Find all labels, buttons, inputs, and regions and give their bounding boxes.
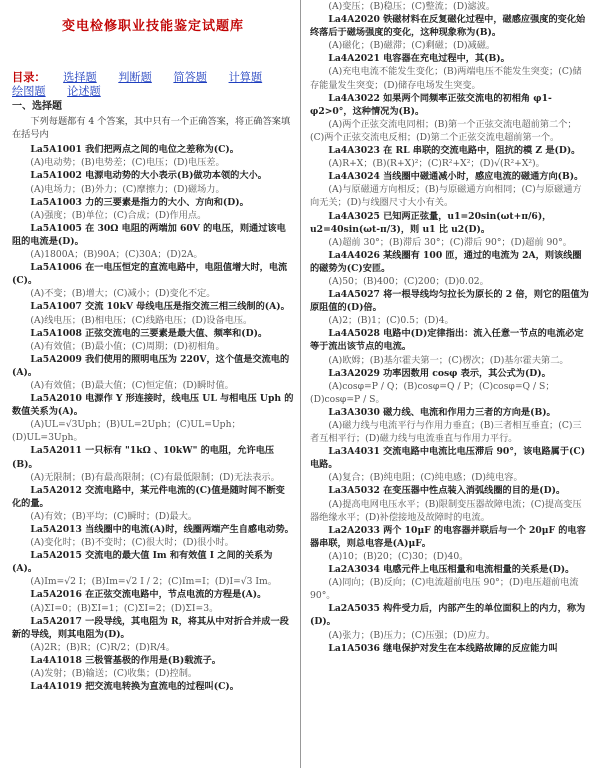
toc-link-choice[interactable]: 选择题 xyxy=(63,71,97,84)
answer-options: (A)2R；(B)R；(C)R/2；(D)R/4。 xyxy=(30,641,175,653)
question-stem: La4A2021 电容器在充电过程中，其(B)。 xyxy=(328,53,510,65)
answer-options: (A)发射；(B)输送；(C)收集；(D)控制。 xyxy=(30,668,198,680)
question-stem: La5A2017 一段导线，其电阻为 R，将其从中对折合并成一段新的导线，则其电阻为(D)。 xyxy=(12,615,289,640)
answer-options: (A)有效；(B)平均；(C)瞬时；(D)最大。 xyxy=(30,510,198,522)
answer-options: (A)与原磁通方向相反；(B)与原磁通方向相同；(C)与原磁通方向无关；(D)与线圈尺寸大小有关。 xyxy=(310,184,582,209)
answer-options: (A)同向；(B)反向；(C)电流超前电压 90°；(D)电压超前电流 90°。 xyxy=(310,577,579,602)
left-question-list xyxy=(12,143,294,693)
answer-options: (A)充电电流不能发生变化；(B)两端电压不能发生突变；(C)储存能量发生突变；(D)储存电场发生突变。 xyxy=(310,66,582,91)
question-stem: La5A2011 一只标有 "1kΩ 、10kW" 的电阻，允许电压(B)。 xyxy=(12,445,275,470)
question-stem: La5A2016 在正弦交流电路中，节点电流的方程是(A)。 xyxy=(30,589,267,601)
question-stem: La3A3030 磁力线、电流和作用力三者的方向是(B)。 xyxy=(328,406,556,418)
question-stem: La3A4031 交流电路中电流比电压滞后 90°，该电路属于(C)电路。 xyxy=(310,446,586,471)
answer-options: (A)提高电网电压水平；(B)限制变压器故障电流；(C)提高变压器绝缘水平；(D)补偿接地及故障时的电流。 xyxy=(310,498,582,523)
answer-options: (A)UL=√3Uph；(B)UL=2Uph；(C)UL=Uph；(D)UL=3Uph。 xyxy=(12,419,241,444)
toc-label: 目录： xyxy=(12,70,46,84)
question-stem: La5A2013 当线圈中的电流(A)时，线圈两端产生自感电动势。 xyxy=(30,524,294,535)
toc-link-judge[interactable]: 判断题 xyxy=(118,71,152,84)
question-stem: La5A2015 交流电的最大值 Im 和有效值 I 之间的关系为(A)。 xyxy=(12,550,273,575)
question-stem: La3A2029 功率因数用 cosφ 表示，其公式为(D)。 xyxy=(328,367,551,379)
toc-link-essay[interactable]: 论述题 xyxy=(67,85,101,98)
question-stem: La2A2033 两个 10μF 的电容器并联后与一个 20μF 的电容器串联，则总电容是(A)μF。 xyxy=(310,524,586,549)
answer-options: (A)有效值；(B)最小值；(C)周期；(D)初相角。 xyxy=(30,340,225,352)
answer-options: (A)R+X；(B)(R+X)²；(C)R²+X²；(D)√(R²+X²)。 xyxy=(328,158,545,170)
question-stem: La4A3025 已知两正弦量，u1=20sin(ωt+π/6)，u2=40sin(ωt-π/3)，则 u1 比 u2(D)。 xyxy=(310,210,552,235)
column-divider xyxy=(300,0,301,768)
toc-link-drawing[interactable]: 绘图题 xyxy=(12,85,46,98)
answer-options: (A)1800A；(B)90A；(C)30A；(D)2A。 xyxy=(30,249,203,261)
answer-options: (A)ΣI=0；(B)ΣI=1；(C)ΣI=2；(D)ΣI=3。 xyxy=(30,602,219,614)
question-stem: La5A1005 在 30Ω 电阻的两端加 60V 的电压，则通过该电阻的电流是(D)。 xyxy=(12,222,286,247)
question-stem: La5A1008 正弦交流电的三要素是最大值、频率和(D)。 xyxy=(30,327,268,339)
answer-options: (A)超前 30°；(B)滞后 30°；(C)滞后 90°；(D)超前 90°。 xyxy=(328,236,572,248)
section-intro: 下列每题都有 4 个答案，其中只有一个正确答案，将正确答案填在括号内 xyxy=(12,116,291,141)
answer-options: (A)Im=√2 I；(B)Im=√2 I / 2；(C)Im=I；(D)I=√3 Im。 xyxy=(30,576,277,588)
question-stem: La3A5032 在变压器中性点装入消弧线圈的目的是(D)。 xyxy=(328,485,566,497)
answer-options: (A)强度；(B)单位；(C)合成；(D)作用点。 xyxy=(30,209,207,221)
question-stem: La2A3034 电感元件上电压相量和电流相量的关系是(D)。 xyxy=(328,564,575,576)
left-column xyxy=(12,0,294,693)
right-column xyxy=(310,0,590,655)
answer-options: (A)cosφ=P / Q；(B)cosφ=Q / P；(C)cosφ=Q / S；(D)cosφ=P / S。 xyxy=(310,380,555,405)
answer-options: (A)两个正弦交流电同相；(B)第一个正弦交流电超前第二个；(C)两个正弦交流电反相；(D)第二个正弦交流电超前第一个。 xyxy=(310,118,577,143)
question-stem: La4A1019 把交流电转换为直流电的过程叫(C)。 xyxy=(30,681,239,693)
answer-options: (A)变压；(B)稳压；(C)整流；(D)滤波。 xyxy=(328,1,496,12)
question-stem: La5A1002 电源电动势的大小表示(B)做功本领的大小。 xyxy=(30,170,267,182)
question-stem: La5A2010 电源作 Y 形连接时，线电压 UL 与相电压 Uph 的数值关系为(A)。 xyxy=(12,393,294,418)
question-stem: La4A3024 当线圈中磁通减小时，感应电流的磁通方向(B)。 xyxy=(328,171,584,183)
question-stem: La1A5036 继电保护对发生在本线路故障的反应能力叫 xyxy=(328,642,558,654)
question-stem: La5A1006 在一电压恒定的直流电路中，电阻值增大时，电流(C)。 xyxy=(12,262,288,287)
question-stem: La4A5027 将一根导线均匀拉长为原长的 2 倍，则它的阻值为原阻值的(D)倍。 xyxy=(310,289,589,314)
question-stem: La5A1003 力的三要素是指力的大小、方向和(D)。 xyxy=(30,196,249,208)
question-stem: La5A1007 交流 10kV 母线电压是指交流三相三线制的(A)。 xyxy=(30,301,290,313)
toc-link-short-answer[interactable]: 简答题 xyxy=(173,71,207,84)
question-stem: La4A3023 在 RL 串联的交流电路中，阻抗的模 Z 是(D)。 xyxy=(328,145,581,157)
answer-options: (A)复合；(B)纯电阻；(C)纯电感；(D)纯电容。 xyxy=(328,472,523,484)
question-stem: La4A1018 三极管基极的作用是(B)载流子。 xyxy=(30,654,221,666)
question-stem: La5A2009 我们使用的照明电压为 220V，这个值是交流电的(A)。 xyxy=(12,353,290,378)
toc-link-calculation[interactable]: 计算题 xyxy=(228,71,263,84)
answer-options: (A)电场力；(B)外力；(C)摩擦力；(D)磁场力。 xyxy=(30,183,225,195)
answer-options: (A)变化时；(B)不变时；(C)很大时；(D)很小时。 xyxy=(30,537,234,549)
answer-options: (A)张力；(B)压力；(C)压强；(D)应力。 xyxy=(328,629,496,641)
question-stem: La5A2012 交流电路中，某元件电流的(C)值是随时间不断变化的量。 xyxy=(12,484,285,509)
question-stem: La5A1001 我们把两点之间的电位之差称为(C)。 xyxy=(30,144,239,156)
question-stem: La4A4026 某线圈有 100 匝，通过的电流为 2A，则该线圈的磁势为(C)安匝。 xyxy=(310,249,582,274)
answer-options: (A)线电压；(B)相电压；(C)线路电压；(D)设备电压。 xyxy=(30,314,253,326)
answer-options: (A)不变；(B)增大；(C)减小；(D)变化不定。 xyxy=(30,288,216,300)
answer-options: (A)电动势；(B)电势差；(C)电压；(D)电压差。 xyxy=(30,157,225,169)
answer-options: (A)2；(B)1；(C)0.5；(D)4。 xyxy=(328,315,454,327)
answer-options: (A)10；(B)20；(C)30；(D)40。 xyxy=(328,550,469,562)
table-of-contents xyxy=(12,70,294,99)
answer-options: (A)50；(B)400；(C)200；(D)0.02。 xyxy=(328,275,489,287)
question-stem: La4A2020 铁磁材料在反复磁化过程中，磁感应强度的变化始终落后于磁场强度的变化，这种现象称为(B)。 xyxy=(310,14,586,39)
answer-options: (A)有效值；(B)最大值；(C)恒定值；(D)瞬时值。 xyxy=(30,379,234,391)
question-stem: La2A5035 构件受力后，内部产生的单位面积上的内力，称为(D)。 xyxy=(310,603,586,628)
right-question-list xyxy=(310,0,590,655)
question-stem: La4A5028 电路中(D)定律指出：流入任意一节点的电流必定等于流出该节点的电流。 xyxy=(310,328,584,353)
answer-options: (A)无限制；(B)有最高限制；(C)有最低限制；(D)无法表示。 xyxy=(30,471,280,483)
answer-options: (A)磁化；(B)磁滞；(C)剩磁；(D)减磁。 xyxy=(328,40,496,52)
answer-options: (A)磁力线与电流平行与作用力垂直；(B)三者相互垂直；(C)三者互相平行；(D)磁力线与电流垂直与作用力平行。 xyxy=(310,420,582,445)
doc-title: 变电检修职业技能鉴定试题库 xyxy=(61,19,244,34)
section-heading: 一、选择题 xyxy=(12,101,62,112)
question-stem: La4A3022 如果两个同频率正弦交流电的初相角 φ1-φ2>0°，这种情况为(B)。 xyxy=(310,92,552,117)
answer-options: (A)欧姆；(B)基尔霍夫第一；(C)楞次；(D)基尔霍夫第二。 xyxy=(328,354,569,366)
